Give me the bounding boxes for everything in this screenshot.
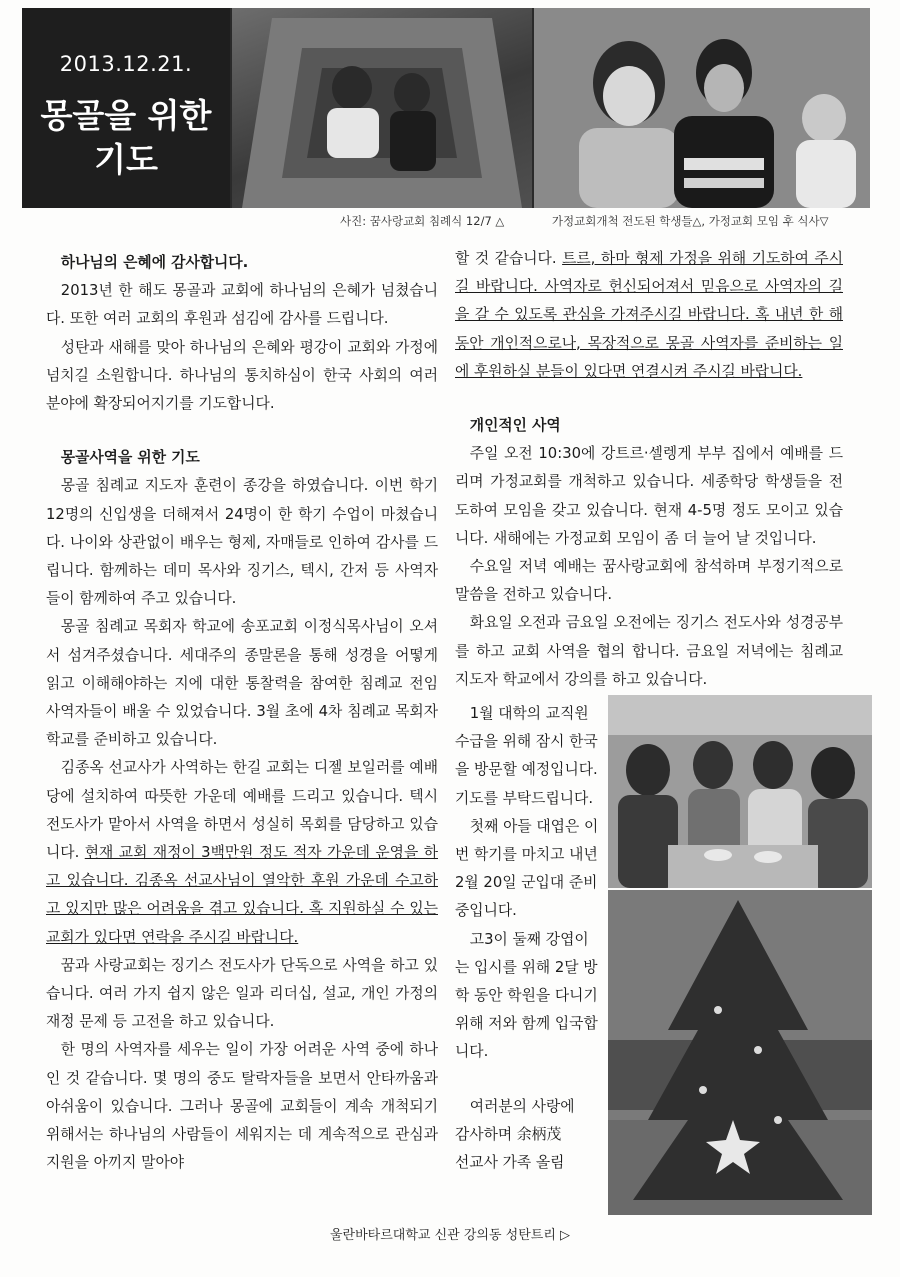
students-photo-caption: 가정교회개척 전도된 학생들△, 가정교회 모임 후 식사▽ <box>551 214 829 228</box>
paragraph: 주일 오전 10:30에 강트르·셀렝게 부부 집에서 예배를 드리며 가정교회를 개척하고 있습니다. 세종학당 학생들을 전도하여 모임을 갖고 있습니다. 현재 4-5명 정도 모이고 있습니다. 새해에는 가정교회 모임이 좀 더 늘어 날 것입니다. <box>455 445 843 547</box>
paragraph: 꿈과 사랑교회는 징기스 전도사가 단독으로 사역을 하고 있습니다. 여러 가지 쉽지 않은 일과 리더십, 설교, 개인 가정의 재정 문제 등 고전을 하고 있습니다. <box>46 956 438 1031</box>
paragraph: 한 명의 사역자를 세우는 일이 가장 어려운 사역 중에 하나인 것 같습니다. 몇 명의 중도 탈락자들을 보면서 안타까움과 아쉬움이 있습니다. 그러나 몽골에 교회들이 계속 개척되기 위해서는 하나님의 사람들이 세워지는 데 계속적으로 관심과 지원을 아끼지 말아야 <box>46 1041 438 1172</box>
paragraph: 화요일 오전과 금요일 오전에는 징기스 전도사와 성경공부를 하고 교회 사역을 협의 합니다. 금요일 저녁에는 침례교 지도자 학교에서 강의를 하고 있습니다. <box>455 614 843 688</box>
title-box <box>22 8 230 208</box>
right-column <box>455 245 843 694</box>
paragraph: 첫째 아들 대엽은 이번 학기를 마치고 내년 2월 20일 군입대 준비 중입니다. <box>455 817 599 920</box>
underlined-prayer-request: 현재 교회 재정이 3백만원 정도 적자 가운데 운영을 하고 있습니다. 김종옥 선교사님이 열악한 후원 가운데 수고하고 있지만 많은 어려움을 겪고 있습니다. 혹 지원하실 수 있는 교회가 있다면 연락을 주시길 바랍니다. <box>46 844 438 946</box>
paragraph <box>46 754 438 951</box>
paragraph: 몽골 침례교 지도자 훈련이 종강을 하였습니다. 이번 학기 12명의 신입생을 더해져서 24명이 한 학기 수업이 마쳤습니다. 나이와 상관없이 배우는 형제, 자매들로 인하여 감사를 드립니다. 함께하는 데미 목사와 징기스, 텍시, 간저 등 사역자들이 함께하여 주고 있습니다. <box>46 477 438 608</box>
paragraph: 고3이 둘째 강엽이는 입시를 위해 2달 방학 동안 학원을 다니기 위해 저와 함께 입국합니다. <box>455 930 598 1061</box>
paragraph: 성탄과 새해를 맞아 하나님의 은혜와 평강이 교회와 가정에 넘치길 소원합니다. 하나님의 통치하심이 한국 사회의 여러 분야에 확장되어지기를 기도합니다. <box>46 338 438 413</box>
newsletter-date: 2013.12.21. <box>59 52 193 76</box>
paragraph-text: 할 것 같습니다. <box>455 250 563 267</box>
newsletter-title-line2: 기도 <box>94 140 158 179</box>
newsletter-title-line1: 몽골을 위한 <box>40 96 212 135</box>
paragraph: 수요일 저녁 예배는 꿈사랑교회에 참석하며 부정기적으로 말씀을 전하고 있습니다. <box>455 558 843 604</box>
closing-line: 감사하며 余柄茂 <box>455 1125 562 1143</box>
paragraph-text: 김종옥 선교사가 사역하는 한길 교회는 디젤 보일러를 예배당에 설치하여 따뜻한 가운데 예배를 드리고 있습니다. 텍시 전도사가 맡아서 사역을 하면서 성실히 목회를 담당하고 있습니다. <box>46 759 438 862</box>
underlined-prayer-request: 트르, 하마 형제 가정을 위해 기도하여 주시길 바랍니다. 사역자로 헌신되어져서 믿음으로 사역자의 길을 갈 수 있도록 관심을 가져주시길 바랍니다. 혹 내년 한 해 동안 개인적으로나, 목장적으로 몽골 사역자를 준비하는 일에 후원하실 분들이 있다면 연결시켜 주시길 바랍니다. <box>455 250 843 380</box>
closing-line: 여러분의 사랑에 <box>469 1097 575 1115</box>
christmas-tree-photo <box>608 890 872 1215</box>
baptism-photo <box>232 8 532 208</box>
right-narrow-column <box>455 700 599 1177</box>
paragraph: 2013년 한 해도 몽골과 교회에 하나님의 은혜가 넘쳤습니다. 또한 여러 교회의 후원과 섬김에 감사를 드립니다. <box>46 282 438 328</box>
photo-caption-line <box>340 213 833 229</box>
left-column <box>46 249 438 1178</box>
baptism-photo-illustration <box>232 8 532 208</box>
christmas-tree-caption: 울란바타르대학교 신관 강의동 성탄트리 ▷ <box>330 1228 571 1243</box>
students-photo <box>534 8 870 208</box>
paragraph: 1월 대학의 교직원 수급을 위해 잠시 한국을 방문할 예정입니다. 기도를 부탁드립니다. <box>455 705 598 807</box>
section-heading-mongolia-prayer: 몽골사역을 위한 기도 <box>60 449 200 467</box>
house-church-meal-photo <box>608 695 872 888</box>
christmas-tree-illustration <box>608 890 872 1215</box>
meal-photo-illustration <box>608 695 872 888</box>
students-photo-illustration <box>534 8 870 208</box>
section-heading-personal-ministry: 개인적인 사역 <box>469 417 561 435</box>
paragraph: 몽골 침례교 목회자 학교에 송포교회 이정식목사님이 오셔서 섬겨주셨습니다. 세대주의 종말론을 통해 성경을 어떻게 읽고 이해해야하는 지에 대한 통찰력을 참여한 침례교 전임 사역자들이 배울 수 있었습니다. 3월 초에 4차 침례교 목회자 학교를 준비하고 있습니다. <box>46 618 438 749</box>
header-band <box>22 8 870 208</box>
paragraph <box>455 245 843 386</box>
section-heading-thanks: 하나님의 은혜에 감사합니다. <box>60 254 249 271</box>
closing-signature: 선교사 가족 올림 <box>455 1154 565 1172</box>
baptism-photo-caption: 사진: 꿈사랑교회 침례식 12/7 △ <box>340 214 505 228</box>
